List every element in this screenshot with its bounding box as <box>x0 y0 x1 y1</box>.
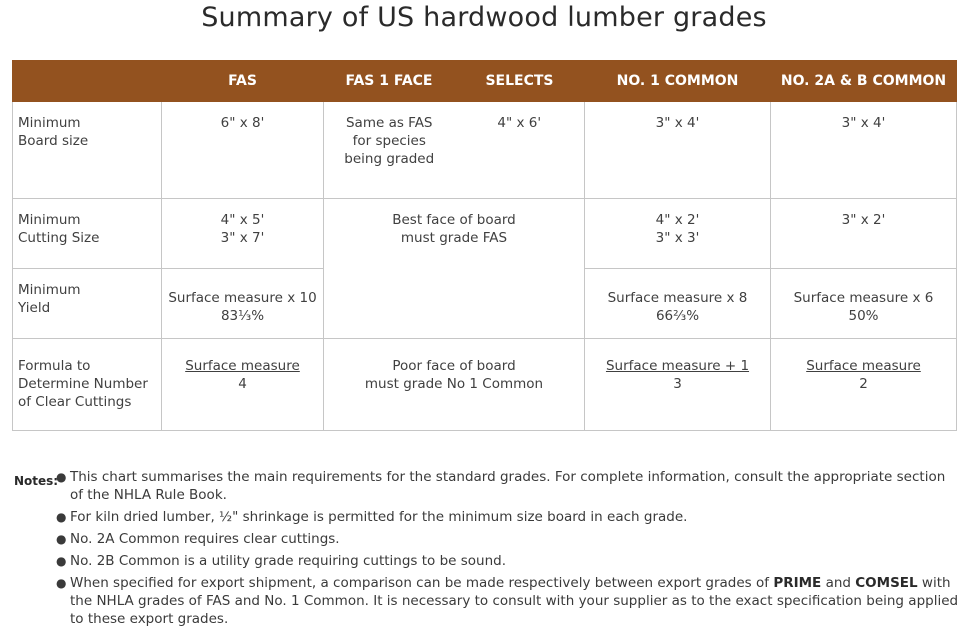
bullet-icon: ● <box>56 576 67 590</box>
note-text-mid: and <box>821 575 856 591</box>
cell-fas-yield <box>162 269 324 339</box>
header-selects: SELECTS <box>455 61 585 102</box>
cell-no2-cutting-size <box>771 199 957 269</box>
cell-text: Surface measure x 8 66⅔% <box>607 290 748 324</box>
notes-list <box>14 468 959 628</box>
cell-text: 3" x 2' <box>841 212 886 228</box>
row-label-text: Minimum Cutting Size <box>18 212 100 246</box>
keyword-comsel: COMSEL <box>855 575 918 591</box>
header-row <box>13 61 957 102</box>
header-empty <box>13 61 162 102</box>
cell-text: 3" x 4' <box>655 115 700 131</box>
bullet-icon: ● <box>56 554 67 568</box>
note-item <box>56 552 959 570</box>
cell-no2-formula <box>771 339 957 431</box>
row-label-formula <box>13 339 162 431</box>
cell-fas-formula <box>162 339 324 431</box>
cell-selects-board-size <box>455 102 585 199</box>
cell-text: Same as FAS for species being graded <box>344 115 435 167</box>
header-fas-1-face: FAS 1 FACE <box>324 61 455 102</box>
lumber-grades-table <box>12 60 957 431</box>
note-item <box>56 468 959 504</box>
cell-no2-board-size <box>771 102 957 199</box>
cell-no2-yield <box>771 269 957 339</box>
cell-text: Surface measure x 6 50% <box>793 290 934 324</box>
keyword-prime: PRIME <box>773 575 822 591</box>
header-fas: FAS <box>162 61 324 102</box>
row-label-text: Formula to Determine Number of Clear Cuttings <box>18 358 148 410</box>
cell-fas-board-size <box>162 102 324 199</box>
formula-denominator: 2 <box>859 376 868 392</box>
cell-poor-face-merged <box>324 339 585 431</box>
note-text: No. 2A Common requires clear cuttings. <box>70 531 340 547</box>
formula-denominator: 3 <box>673 376 682 392</box>
row-board-size <box>13 102 957 199</box>
notes-header: Notes: <box>14 474 59 488</box>
note-text: For kiln dried lumber, ½" shrinkage is permitted for the minimum size board in each grade. <box>70 509 688 525</box>
cell-best-face-merged <box>324 199 585 339</box>
cell-text: 3" x 4' <box>841 115 886 131</box>
row-label-cutting-size <box>13 199 162 269</box>
cell-fas-cutting-size <box>162 199 324 269</box>
row-label-yield <box>13 269 162 339</box>
header-no-1-common: NO. 1 COMMON <box>585 61 771 102</box>
cell-no1-formula <box>585 339 771 431</box>
cell-fas1face-board-size <box>324 102 455 199</box>
row-formula <box>13 339 957 431</box>
cell-no1-cutting-size <box>585 199 771 269</box>
bullet-icon: ● <box>56 510 67 524</box>
header-no-2ab-common: NO. 2A & B COMMON <box>771 61 957 102</box>
row-label-text: Minimum Yield <box>18 282 81 316</box>
formula-numerator: Surface measure + 1 <box>605 358 750 374</box>
page-title: Summary of US hardwood lumber grades <box>201 2 767 33</box>
note-text: No. 2B Common is a utility grade requiring cuttings to be sound. <box>70 553 507 569</box>
note-item <box>56 574 959 628</box>
formula-denominator: 4 <box>238 376 247 392</box>
cell-text: 4" x 5' 3" x 7' <box>220 212 265 246</box>
note-text-post: with the NHLA grades of FAS and No. 1 Common. It is necessary to consult with your supplier as to the exact specification being applied to these export grades. <box>70 575 959 627</box>
cell-no1-yield <box>585 269 771 339</box>
notes-section <box>14 468 959 632</box>
note-text: This chart summarises the main requirements for the standard grades. For complete information, consult the appropriate section of the NHLA Rule Book. <box>70 469 946 503</box>
cell-text: 4" x 2' 3" x 3' <box>655 212 700 246</box>
bullet-icon: ● <box>56 532 67 546</box>
formula-numerator: Surface measure <box>185 358 300 374</box>
formula-numerator: Surface measure <box>806 358 921 374</box>
bullet-icon: ● <box>56 470 67 484</box>
note-item <box>56 508 959 526</box>
cell-text: 6" x 8' <box>220 115 265 131</box>
cell-text: 4" x 6' <box>497 115 542 131</box>
cell-text: Surface measure x 10 83⅓% <box>168 290 317 324</box>
cell-no1-board-size <box>585 102 771 199</box>
note-text-pre: When specified for export shipment, a comparison can be made respectively between export grades of <box>70 575 774 591</box>
row-label-text: Minimum Board size <box>18 115 89 149</box>
cell-text: Best face of board must grade FAS <box>392 212 516 246</box>
cell-text: Poor face of board must grade No 1 Common <box>364 358 544 392</box>
row-cutting-size <box>13 199 957 269</box>
row-label-board-size <box>13 102 162 199</box>
note-item <box>56 530 959 548</box>
